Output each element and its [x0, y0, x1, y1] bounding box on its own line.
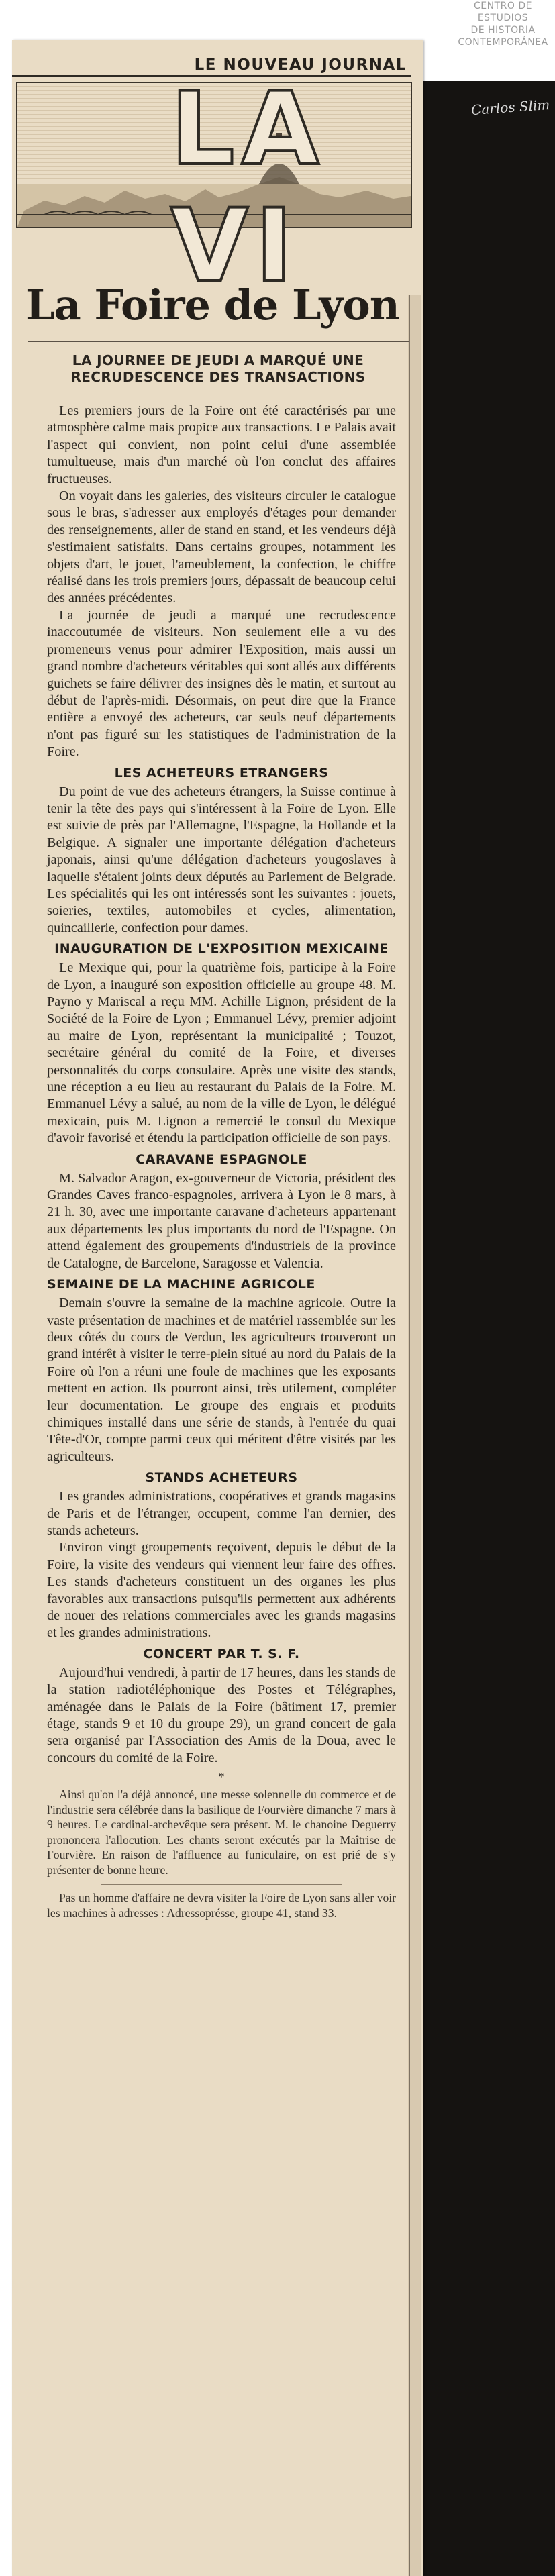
archive-stamp	[451, 0, 555, 75]
paragraph: Du point de vue des acheteurs étrangers, la Suisse continue à tenir la tête des pays qui s'intéressent à la Foire de Lyon. Elle est suivie de près par l'Allemagne, l'Espagne, la Hollande et la Belgique. A signaler une importante délégation d'acheteurs japonais, ainsi qu'une délégation d'acheteurs yougoslaves à laquelle s'étaient joints deux députés au Parlement de Belgrade. Les spécialités qui les ont intéressés sont les suivantes : jouets, soieries, textiles, automobiles et cycles, alimentation, quincaillerie, confection pour dames.	[47, 784, 396, 935]
headline: La Foire de Lyon	[26, 280, 399, 329]
headline-rule	[28, 341, 409, 342]
paragraph: La journée de jeudi a marqué une recrudescence inaccoutumée de visiteurs. Non seulement elle a vu des promeneurs venus pour admirer l'Exposition, mais aussi un grand nombre d'acheteurs véritables qui sont allés aux différents guichets se faire délivrer des insignes dès le matin, et surtout au début de l'après-midi. Désormais, on peut dire que la France entière a envoyé des acheteurs, car seuls neuf départements n'ont pas figuré sur les statistiques de l'administration de la Foire.	[47, 607, 396, 760]
paragraph: Demain s'ouvre la semaine de la machine agricole. Outre la vaste présentation de machines et de matériel rassemblée sur les deux côtés du cours de Verdun, les agriculteurs trouveront un grand intérêt à visiter le terre-plein situé au nord du Palais de la Foire où l'on a réuni une foule de machines que les exposants mettent en action. Ils pourront ainsi, très utilement, compléter leur documentation. Le groupe des engrais et produits chimiques installé dans une série de stands, à l'entrée du quai Tête-d'Or, compte parmi ceux qui méritent d'être visités par les agriculteurs.	[47, 1296, 396, 1464]
paragraph: Environ vingt groupements reçoivent, depuis le début de la Foire, la visite des vendeurs qui viennent leur faire des offres. Les stands d'acheteurs constituent un des organes les plus favorables aux transactions puisqu'ils permettent aux adhérents de nouer des relations commerciales avec les grands magasins et les grandes administrations.	[47, 1540, 396, 1641]
note-divider	[101, 1884, 342, 1885]
paragraph: Les premiers jours de la Foire ont été caractérisés par une atmosphère calme mais propice aux transactions. Le Palais avait l'aspect qui convient, non point celui d'une assemblée tumultueuse, mais d'un marché où l'on conclut des affaires fructueuses.	[47, 403, 396, 486]
paragraph: Aujourd'hui vendredi, à partir de 17 heures, dans les stands de la station radiotéléphonique des Postes et Télégraphes, aménagée dans le Palais de la Foire (bâtiment 17, premier étage, stands 9 et 10 du groupe 29), un grand concert de gala sera organisé par l'Association des Amis de la Doua, avec le concours du comité de la Foire.	[47, 1665, 396, 1765]
note-paragraph: Ainsi qu'on l'a déjà annoncé, une messe solennelle du commerce et de l'industrie sera célébrée dans la basilique de Fourvière dimanche 7 mars à 9 heures. Le cardinal-archevêque sera présent. M. le chanoine Deguerry prononcera l'allocution. Les chants seront exécutés par la Maîtrise de Fourvière. En raison de l'affluence au funiculaire, on est prié de s'y présenter de bonne heure.	[47, 1788, 396, 1877]
paragraph: M. Salvador Aragon, ex-gouverneur de Victoria, président des Grandes Caves franco-espagnoles, arrivera à Lyon le 8 mars, à 21 h. 30, avec une importante caravane d'acheteurs appartenant aux départements les plus importants du nord de l'Espagne. On attend également des groupements d'industriels de la province de Catalogne, de Barcelone, Saragosse et Valencia.	[47, 1170, 396, 1271]
section-heading: CARAVANE ESPAGNOLE	[136, 1151, 307, 1167]
section-heading: STANDS ACHETEURS	[145, 1470, 298, 1486]
paragraph: Les grandes administrations, coopératives et grands magasins de Paris et de l'étranger, occupent, comme l'an dernier, des stands acheteurs.	[47, 1489, 396, 1538]
paragraph: Le Mexique qui, pour la quatrième fois, participe à la Foire de Lyon, a inauguré son exposition officielle au groupe 48. M. Payno y Mariscal a reçu MM. Achille Lignon, président de la Société de la Foire de Lyon ; Emmanuel Lévy, premier adjoint au maire de Lyon, représentant la municipalité ; Touzot, secrétaire général du comité de la Foire, et diverses personnalités du corps consulaire. Après une visite des stands, une réception a eu lieu au restaurant du Palais de la Foire. M. Emmanuel Lévy a salué, au nom de la ville de Lyon, le délégué mexicain, puis M. Lignon a remercié le consul du Mexique d'avoir favorisé et étendu la participation officielle de son pays.	[47, 960, 396, 1146]
section-heading: SEMAINE DE LA MACHINE AGRICOLE	[47, 1277, 315, 1292]
archive-stamp-line: ESTUDIOS	[477, 13, 529, 23]
separator-star: *	[218, 1770, 225, 1784]
archive-signature: Carlos Slim	[470, 96, 551, 119]
article-body	[47, 403, 396, 1920]
background-dark-band	[411, 81, 555, 2576]
journal-name: LE NOUVEAU JOURNAL	[194, 56, 407, 74]
subheadline: LA JOURNEE DE JEUDI A MARQUÉ UNE RECRUDESCENCE DES TRANSACTIONS	[70, 352, 366, 385]
section-heading: CONCERT PAR T. S. F.	[143, 1646, 300, 1661]
section-heading: INAUGURATION DE L'EXPOSITION MEXICAINE	[54, 941, 389, 957]
banner-title: LA VI	[170, 71, 326, 305]
column-edge	[409, 295, 422, 2576]
archive-stamp-line: CONTEMPORÁNEA	[458, 37, 548, 48]
note-paragraph: Pas un homme d'affaire ne devra visiter la Foire de Lyon sans aller voir les machines à adresses : Adressoprésse, groupe 41, stand 33.	[47, 1891, 396, 1920]
archive-stamp-line: CENTRO DE	[474, 1, 532, 11]
section-heading: LES ACHETEURS ETRANGERS	[114, 765, 329, 780]
paragraph: On voyait dans les galeries, des visiteurs circuler le catalogue sous le bras, s'adresser aux employés d'étages pour demander des renseignements, aller de stand en stand, et les vendeurs déjà s'estimaient satisfaits. Dans certains groupes, notamment les objets d'art, le jouet, l'ameublement, la confection, le chiffre réalisé dans les trois premiers jours, dépassait de beaucoup celui des années précédentes.	[47, 488, 396, 606]
archive-stamp-line: DE HISTORIA	[470, 25, 536, 36]
